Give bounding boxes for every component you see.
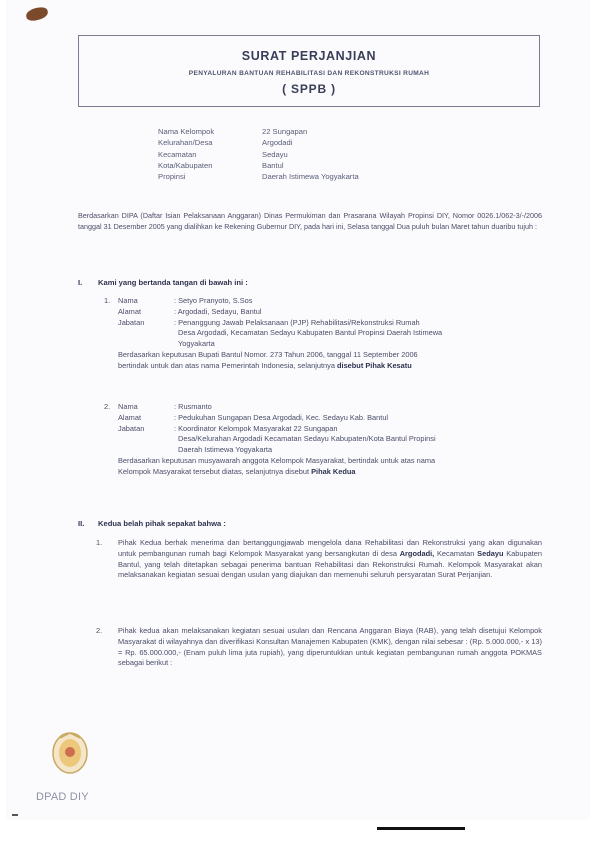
section-2-heading — [78, 519, 226, 528]
party-designation: disebut Pihak Kesatu — [337, 360, 412, 370]
section-1-heading — [78, 278, 248, 287]
field-label: Alamat — [118, 306, 142, 316]
field-value: : Pedukuhan Sungapan Desa Argodadi, Kec. Sedayu Kab. Bantul — [174, 412, 389, 422]
item-number: 2. — [96, 626, 103, 635]
field-label: Jabatan — [118, 317, 145, 327]
info-value: Sedayu — [262, 149, 288, 159]
section-heading-text: Kami yang bertanda tangan di bawah ini : — [98, 278, 248, 287]
info-row — [158, 171, 359, 182]
field-label: Nama — [118, 402, 138, 411]
agreement-point-2 — [96, 626, 542, 669]
party-description: Berdasarkan keputusan musyawarah anggota Kelompok Masyarakat, bertindak untuk atas nama — [118, 455, 436, 465]
scan-mark — [12, 814, 18, 816]
info-row — [158, 160, 359, 171]
field-value: Desa Argodadi, Kecamatan Sedayu Kabupaten Bantul Propinsi Daerah Istimewa — [178, 328, 443, 338]
field-value: Yogyakarta — [178, 339, 215, 349]
field-value: Desa/Kelurahan Argodadi Kecamatan Sedayu Kabupaten/Kota Bantul Propinsi — [178, 434, 436, 444]
field-label: Alamat — [118, 412, 142, 422]
info-label: Propinsi — [158, 172, 186, 182]
info-label: Kelurahan/Desa — [158, 138, 213, 148]
field-value: : Setyo Pranyoto, S.Sos — [174, 296, 253, 305]
info-value: Daerah Istimewa Yogyakarta — [262, 172, 359, 182]
info-label: Nama Kelompok — [158, 127, 215, 136]
document-code: ( SPPB ) — [282, 82, 336, 96]
info-value: Bantul — [262, 160, 284, 170]
point-text: Kabupaten Bantul, yang telah ditetapkan sebagai penerima bantuan Rehabilitasi dan Rekonstruksi Rumah. Kelompok Masyarakat akan melaksanakan kegiatan sesuai dengan usulan yang diajukan dan memenuhi seluruh persyaratan Surat Perjanjian. — [118, 548, 543, 580]
district-name: Sedayu — [477, 548, 504, 558]
dpad-seal-logo — [50, 730, 90, 776]
field-value: : Argodadi, Sedayu, Bantul — [174, 306, 262, 316]
point-text: Kecamatan — [434, 548, 478, 558]
party-designation: Pihak Kedua — [311, 466, 356, 476]
section-number: I. — [78, 278, 83, 287]
party-description: bertindak untuk dan atas nama Pemerintah Indonesia, selanjutnya — [118, 360, 337, 370]
field-label: Nama — [118, 296, 138, 305]
party-2 — [104, 402, 544, 478]
village-name: Argodadi, — [399, 548, 435, 558]
party-1 — [104, 296, 544, 372]
item-number: 1. — [96, 538, 103, 547]
section-number: II. — [78, 519, 85, 528]
info-label: Kota/Kabupaten — [158, 160, 213, 170]
point-text: Pihak kedua akan melaksanakan kegiatan sesuai usulan dan Rencana Anggaran Biaya (RAB), yang telah disetujui Kelompok Masyarakat di wilayahnya dan diverifikasi Konsultan Manajemen Kabupaten (KMK), dengan nilai sebesar : (Rp. 5.000.000,- x 13) = Rp. 65.000.000,- (Enam puluh lima juta rupiah), yang diperuntukkan untuk kegiatan pembangunan rumah anggota POKMAS sebagai berikut : — [118, 626, 542, 668]
party-description: Berdasarkan keputusan Bupati Bantul Nomor. 273 Tahun 2006, tanggal 11 September 2006 — [118, 349, 418, 359]
info-row — [158, 126, 359, 137]
intro-paragraph: Berdasarkan DIPA (Daftar Isian Pelaksanaan Anggaran) Dinas Permukiman dan Prasarana Wilayah Propinsi DIY, Nomor 0026.1/062-3/-/2006 tanggal 31 Desember 2005 yang dialihkan ke Rekening Gubernur DIY, pada hari ini, Selasa tanggal Dua puluh bulan Maret tahun duaribu tujuh : — [78, 211, 542, 231]
field-value: : Rusmanto — [174, 402, 212, 411]
info-row — [158, 149, 359, 160]
info-value: Argodadi — [262, 138, 293, 148]
group-info-table — [158, 126, 359, 182]
info-row — [158, 137, 359, 148]
item-number: 2. — [104, 402, 111, 411]
info-value: 22 Sungapan — [262, 127, 308, 136]
field-value: : Penanggung Jawab Pelaksanaan (PJP) Rehabilitasi/Rekonstruksi Rumah — [174, 317, 420, 327]
title-box — [78, 35, 540, 107]
field-value: : Koordinator Kelompok Masyarakat 22 Sungapan — [174, 423, 338, 433]
document-title: SURAT PERJANJIAN — [241, 49, 377, 63]
bottom-rule — [377, 827, 465, 830]
item-number: 1. — [104, 296, 111, 305]
info-label: Kecamatan — [158, 149, 197, 159]
field-value: Daerah Istimewa Yogyakarta — [178, 445, 273, 455]
agreement-point-1 — [96, 538, 542, 581]
party-description: Kelompok Masyarakat tersebut diatas, selanjutnya disebut — [118, 466, 312, 476]
watermark-text: DPAD DIY — [36, 791, 89, 803]
document-subtitle: PENYALURAN BANTUAN REHABILITASI DAN REKONSTRUKSI RUMAH — [188, 70, 430, 77]
field-label: Jabatan — [118, 423, 145, 433]
section-heading-text: Kedua belah pihak sepakat bahwa : — [98, 519, 226, 528]
point-text: Pihak Kedua berhak menerima dan bertanggungjawab mengelola dana Rehabilitasi dan Rekonstruksi yang akan digunakan untuk pembangunan rumah bagi Kelompok Masyarakat yang bersangkutan di desa — [118, 538, 542, 558]
